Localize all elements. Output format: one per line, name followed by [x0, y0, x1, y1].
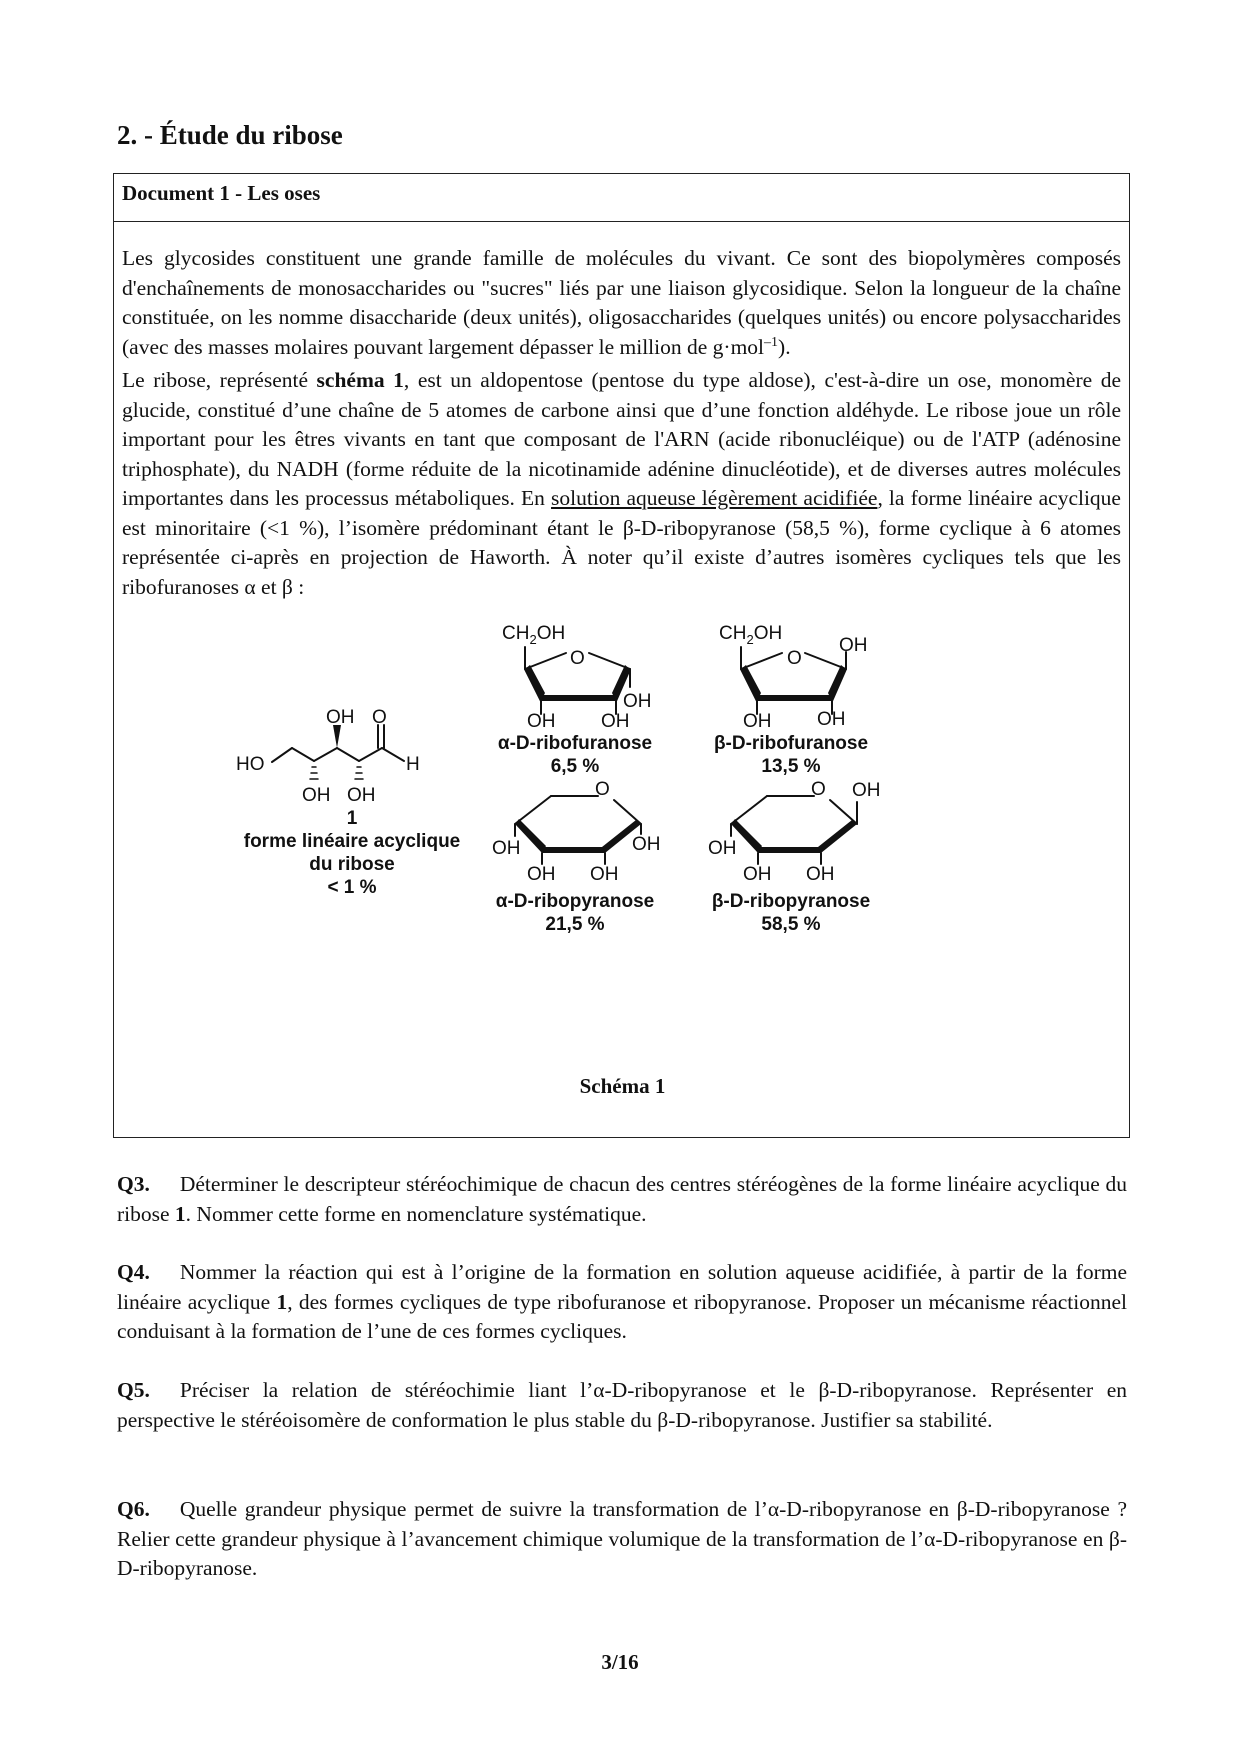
document-header: Document 1 - Les oses [114, 174, 1129, 222]
schema-1-structures [114, 174, 1131, 1134]
linear-oh-bottom-2-label: OH [347, 785, 376, 806]
linear-o-label: O [372, 707, 387, 728]
beta-pyranose-o: O [811, 779, 826, 800]
alpha-pyranose-name: α-D-ribopyranose [495, 891, 655, 912]
beta-furanose-o: O [787, 648, 802, 669]
beta-pyranose-oh-bottom-2: OH [806, 864, 835, 885]
document-paragraph-2: Le ribose, représenté schéma 1, est un aldopentose (pentose du type aldose), c'est-à-dire un ose, monomère de glucide, constitué d’une chaîne de 5 atomes de carbone ainsi que d’une fonction aldéhyde. Le ribose joue un rôle important pour les êtres vivants en tant que composant de l'ARN (acide ribonucléique) ou de l'ATP (adénosine triphosphate), du NADH (forme réduite de la nicotinamide adénine dinucléotide), et de diverses autres molécules importantes dans les processus métaboliques. En solution aqueuse légèrement acidifiée, la forme linéaire acyclique est minoritaire (<1 %), l’isomère prédominant étant le β-D-ribopyranose (58,5 %), forme cyclique à 6 atomes représentée ci-après en projection de Haworth. À noter qu’il existe d’autres isomères cycliques tels que les ribofuranoses α et β : [122, 368, 1121, 599]
question-q4: Q4. Nommer la réaction qui est à l’origine de la formation en solution aqueuse acidifiée, à partir de la forme linéaire acyclique 1, des formes cycliques de type ribofuranose et ribopyranose. Proposer un mécanisme réactionnel conduisant à la formation de l’une de ces formes cycliques. [117, 1260, 1127, 1343]
alpha-ribopyranose-structure [515, 796, 641, 864]
alpha-furanose-ch2oh: $CH_2OH$ [502, 623, 566, 647]
linear-name-line1: forme linéaire acyclique [243, 831, 461, 852]
linear-number: 1 [346, 808, 358, 829]
alpha-pyranose-oh-right: OH [632, 834, 661, 855]
linear-oh-bottom-1-label: OH [302, 785, 331, 806]
beta-furanose-ch2oh: $CH_2OH$ [719, 623, 783, 647]
alpha-furanose-oh-right: OH [623, 691, 652, 712]
alpha-furanose-name: α-D-ribofuranose [497, 733, 653, 754]
alpha-pyranose-oh-bottom-1: OH [527, 864, 556, 885]
linear-ho-label: HO [236, 754, 265, 775]
alpha-furanose-o: O [570, 648, 585, 669]
alpha-pyranose-percent: 21,5 % [545, 914, 605, 935]
alpha-pyranose-oh-left: OH [492, 838, 521, 859]
question-q3: Q3. Déterminer le descripteur stéréochimique de chacun des centres stéréogènes de la forme linéaire acyclique du ribose 1. Nommer cette forme en nomenclature systématique. [117, 1172, 1127, 1226]
beta-pyranose-oh-top: OH [852, 780, 881, 801]
alpha-furanose-oh-bottom-1: OH [527, 711, 556, 732]
beta-pyranose-percent: 58,5 % [761, 914, 821, 935]
linear-oh-top-label: OH [326, 707, 355, 728]
beta-pyranose-name: β-D-ribopyranose [711, 891, 871, 912]
linear-percent: < 1 % [327, 877, 377, 898]
question-number: Q3. [117, 1172, 150, 1196]
beta-pyranose-oh-bottom-1: OH [743, 864, 772, 885]
beta-furanose-name: β-D-ribofuranose [713, 733, 869, 754]
alpha-pyranose-o: O [595, 779, 610, 800]
beta-furanose-oh-bottom-2: OH [817, 709, 846, 730]
alpha-furanose-oh-bottom-2: OH [601, 711, 630, 732]
beta-pyranose-oh-left: OH [708, 838, 737, 859]
question-q5: Q5. Préciser la relation de stéréochimie liant l’α-D-ribopyranose et le β-D-ribopyranose. Représenter en perspective le stéréoisomère de conformation le plus stable du β-D-ribopyranose. Justifier sa stabilité. [117, 1378, 1127, 1432]
question-number: Q6. [117, 1497, 150, 1521]
linear-h-label: H [406, 754, 420, 775]
beta-furanose-oh-bottom-1: OH [743, 711, 772, 732]
beta-furanose-oh-right: OH [839, 635, 868, 656]
beta-furanose-percent: 13,5 % [761, 756, 821, 777]
section-title: 2. - Étude du ribose [117, 120, 343, 150]
document-box [113, 173, 1130, 1138]
document-paragraph-1: Les glycosides constituent une grande famille de molécules du vivant. Ce sont des biopolymères composés d'enchaînements de monosaccharides ou "sucres" liés par une liaison glycosidique. Selon la longueur de la chaîne constituée, on les nomme disaccharide (deux unités), oligosaccharides (quelques unités) ou encore polysaccharides (avec des masses molaires pouvant largement dépasser le million de g·mol$^{-1}$). [122, 246, 1121, 359]
page-number: 3/16 [601, 1650, 639, 1674]
question-number: Q5. [117, 1378, 150, 1402]
schema-caption: Schéma 1 [579, 1074, 666, 1098]
alpha-furanose-percent: 6,5 % [550, 756, 600, 777]
beta-ribopyranose-structure [731, 796, 857, 864]
linear-name-line2: du ribose [309, 854, 395, 875]
alpha-pyranose-oh-bottom-2: OH [590, 864, 619, 885]
question-q6: Q6. Quelle grandeur physique permet de suivre la transformation de l’α-D-ribopyranose en β-D-ribopyranose ? Relier cette grandeur physique à l’avancement chimique volumique de la transformation de l’α-D-ribopyranose en β-D-ribopyranose. [117, 1497, 1127, 1580]
question-number: Q4. [117, 1260, 150, 1284]
